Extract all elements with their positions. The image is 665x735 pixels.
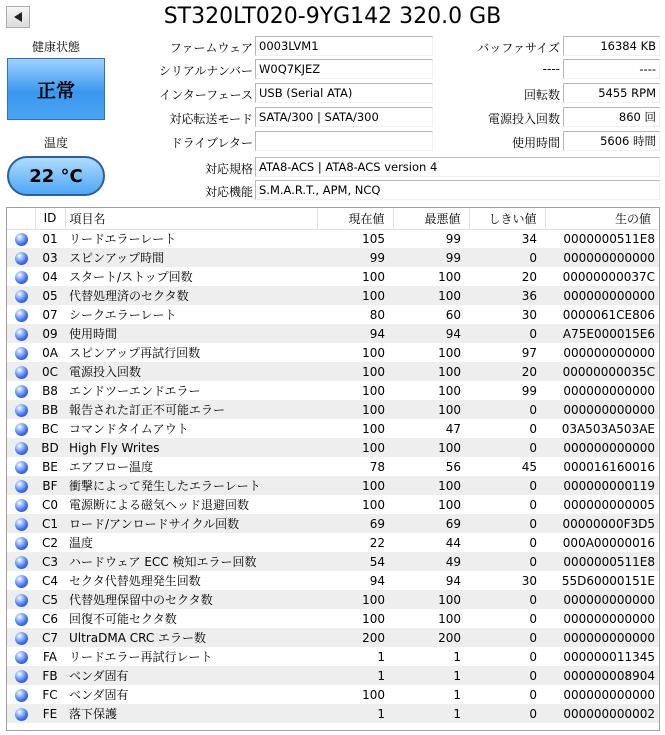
health-label: 健康状態 <box>31 40 80 54</box>
table-row[interactable] <box>7 704 659 723</box>
attribute-name: 使用時間 <box>65 324 317 343</box>
attribute-name: High Fly Writes <box>65 438 317 457</box>
info-left-value-0[interactable]: 0003LVM1 <box>255 36 433 56</box>
info-right-value-1[interactable]: ---- <box>563 59 660 79</box>
worst-value: 56 <box>445 459 461 474</box>
status-cell <box>7 286 35 305</box>
status-good-icon <box>15 347 28 360</box>
raw-value: 0000061CE806 <box>562 307 655 322</box>
temperature-display[interactable]: 22 °C <box>7 156 105 196</box>
raw-value: 0000000511E8 <box>563 231 655 246</box>
table-row[interactable] <box>7 343 659 362</box>
attribute-name: 代替処理保留中のセクタ数 <box>65 590 317 609</box>
status-good-icon <box>15 423 28 436</box>
attribute-id: C6 <box>41 611 58 626</box>
threshold-value: 45 <box>521 459 537 474</box>
worst-value: 200 <box>393 628 469 647</box>
status-cell <box>7 685 35 704</box>
attribute-id: B8 <box>42 383 58 398</box>
raw-value: 000000000000 <box>545 248 659 267</box>
worst-value: 100 <box>393 438 469 457</box>
attribute-name: UltraDMA CRC エラー数 <box>65 628 317 647</box>
table-row[interactable] <box>7 419 659 438</box>
info-left-label-2: インターフェース <box>159 88 253 102</box>
info-left-value-2[interactable]: USB (Serial ATA) <box>255 83 433 103</box>
current-value: 100 <box>317 400 393 419</box>
worst-value: 100 <box>393 362 469 381</box>
attribute-id: BE <box>42 459 58 474</box>
attribute-name: スタート/ストップ回数 <box>69 270 193 284</box>
threshold-value: 99 <box>521 383 537 398</box>
status-good-icon <box>15 480 28 493</box>
current-value: 69 <box>317 514 393 533</box>
worst-value: 100 <box>438 497 461 512</box>
table-row[interactable] <box>7 476 659 495</box>
current-value: 100 <box>362 497 385 512</box>
table-row[interactable] <box>7 628 659 647</box>
current-value: 94 <box>317 324 393 343</box>
current-value: 100 <box>317 590 393 609</box>
current-value: 1 <box>317 704 393 723</box>
table-row[interactable] <box>7 305 659 324</box>
status-cell <box>7 305 35 324</box>
status-good-icon <box>15 252 28 265</box>
table-row[interactable] <box>7 647 659 666</box>
info-right-label-4: 使用時間 <box>511 136 560 150</box>
raw-value: 00000000F3D5 <box>545 514 659 533</box>
header-name[interactable]: 項目名 <box>65 208 317 229</box>
worst-value: 100 <box>393 400 469 419</box>
status-good-icon <box>15 575 28 588</box>
attribute-name: エアフロー温度 <box>69 460 154 474</box>
features-label: 対応機能 <box>204 185 253 199</box>
table-row[interactable] <box>7 495 659 514</box>
current-value: 22 <box>369 535 385 550</box>
worst-value: 1 <box>393 704 469 723</box>
worst-value: 69 <box>393 514 469 533</box>
smart-attributes-table <box>7 208 659 723</box>
attribute-id: 05 <box>35 286 65 305</box>
current-value: 100 <box>362 421 385 436</box>
worst-value: 100 <box>438 345 461 360</box>
threshold-value: 0 <box>469 400 545 419</box>
status-good-icon <box>15 632 28 645</box>
threshold-value: 0 <box>529 535 537 550</box>
raw-value: 000016160016 <box>563 459 655 474</box>
table-row[interactable] <box>7 590 659 609</box>
status-good-icon <box>15 594 28 607</box>
table-row[interactable] <box>7 362 659 381</box>
threshold-value: 34 <box>521 231 537 246</box>
status-cell <box>7 229 35 248</box>
current-value: 200 <box>317 628 393 647</box>
current-value: 100 <box>362 269 385 284</box>
status-cell <box>7 495 35 514</box>
status-good-icon <box>15 442 28 455</box>
header-raw[interactable]: 生の値 <box>545 208 659 229</box>
status-good-icon <box>15 651 28 664</box>
status-cell <box>7 609 35 628</box>
standard-label: 対応規格 <box>204 162 253 176</box>
worst-value: 1 <box>393 666 469 685</box>
attribute-id: C0 <box>41 497 58 512</box>
worst-value: 100 <box>438 611 461 626</box>
worst-value: 100 <box>438 269 461 284</box>
current-value: 105 <box>362 231 385 246</box>
raw-value: 000000000002 <box>545 704 659 723</box>
attribute-id: FE <box>35 704 65 723</box>
current-value: 80 <box>369 307 385 322</box>
header-current[interactable]: 現在値 <box>317 208 393 229</box>
info-left-label-4: ドライブレター <box>170 136 253 150</box>
status-cell <box>7 267 35 286</box>
attribute-name: 衝撃によって発生したエラーレート <box>65 476 317 495</box>
raw-value: A75E000015E6 <box>545 324 659 343</box>
raw-value: 000000000000 <box>545 438 659 457</box>
status-good-icon <box>15 689 28 702</box>
current-value: 78 <box>369 459 385 474</box>
status-good-icon <box>15 309 28 322</box>
attribute-name: シークエラーレート <box>69 308 177 322</box>
current-value: 99 <box>317 248 393 267</box>
threshold-value: 0 <box>469 552 545 571</box>
status-good-icon <box>15 708 28 721</box>
header-threshold[interactable]: しきい値 <box>469 208 545 229</box>
status-cell <box>7 533 35 552</box>
status-cell <box>7 324 35 343</box>
raw-value: 000000000000 <box>545 590 659 609</box>
raw-value: 000000000005 <box>563 497 655 512</box>
header-status[interactable] <box>7 208 35 229</box>
raw-value: 00000000037C <box>562 269 655 284</box>
attribute-id: C4 <box>41 573 58 588</box>
table-row[interactable] <box>7 267 659 286</box>
info-right-value-4[interactable]: 5606 時間 <box>563 131 660 151</box>
raw-value: 55D60000151E <box>561 573 655 588</box>
standard-value[interactable]: ATA8-ACS | ATA8-ACS version 4 <box>255 157 660 177</box>
status-cell <box>7 704 35 723</box>
worst-value: 100 <box>393 590 469 609</box>
table-row[interactable] <box>7 609 659 628</box>
current-value: 54 <box>317 552 393 571</box>
info-right-label-2: 回転数 <box>523 88 560 102</box>
threshold-value: 0 <box>469 514 545 533</box>
table-row[interactable] <box>7 457 659 476</box>
status-cell <box>7 552 35 571</box>
table-row[interactable] <box>7 533 659 552</box>
status-cell <box>7 571 35 590</box>
threshold-value: 0 <box>469 476 545 495</box>
attribute-name: ハードウェア ECC 検知エラー回数 <box>65 552 317 571</box>
threshold-value: 97 <box>521 345 537 360</box>
attribute-name: ロード/アンロードサイクル回数 <box>65 514 317 533</box>
status-good-icon <box>15 366 28 379</box>
attribute-name: ベンダ固有 <box>69 688 129 702</box>
info-left-value-4[interactable] <box>255 131 433 151</box>
header-id[interactable]: ID <box>35 208 65 229</box>
threshold-value: 0 <box>469 248 545 267</box>
raw-value: 000000000000 <box>545 400 659 419</box>
table-row[interactable] <box>7 381 659 400</box>
status-good-icon <box>15 537 28 550</box>
table-header-row <box>7 208 659 229</box>
attribute-name: 落下保護 <box>65 704 317 723</box>
threshold-value: 0 <box>529 421 537 436</box>
worst-value: 47 <box>445 421 461 436</box>
status-good-icon <box>15 613 28 626</box>
attribute-id: C1 <box>35 514 65 533</box>
raw-value: 000A00000016 <box>562 535 655 550</box>
threshold-value: 0 <box>529 611 537 626</box>
status-good-icon <box>15 271 28 284</box>
current-value: 94 <box>369 573 385 588</box>
raw-value: 000000000000 <box>563 611 655 626</box>
current-value: 100 <box>317 362 393 381</box>
worst-value: 1 <box>453 649 461 664</box>
features-value[interactable]: S.M.A.R.T., APM, NCQ <box>255 180 660 200</box>
attribute-id: 01 <box>42 231 58 246</box>
table-row[interactable] <box>7 229 659 248</box>
threshold-value: 30 <box>521 573 537 588</box>
info-left-value-3[interactable]: SATA/300 | SATA/300 <box>255 107 433 127</box>
attribute-name: 電源投入回数 <box>65 362 317 381</box>
raw-value: 000000000000 <box>545 286 659 305</box>
attribute-name: 温度 <box>69 536 94 550</box>
threshold-value: 20 <box>521 269 537 284</box>
worst-value: 100 <box>393 476 469 495</box>
status-cell <box>7 248 35 267</box>
disk-title: ST320LT020-9YG142 320.0 GB <box>163 4 502 29</box>
table-row[interactable] <box>7 248 659 267</box>
worst-value: 99 <box>393 248 469 267</box>
status-cell <box>7 457 35 476</box>
worst-value: 49 <box>393 552 469 571</box>
worst-value: 100 <box>393 286 469 305</box>
raw-value: 0000000511E8 <box>545 552 659 571</box>
worst-value: 100 <box>438 383 461 398</box>
threshold-value: 36 <box>469 286 545 305</box>
status-cell <box>7 362 35 381</box>
attribute-name: 報告された訂正不可能エラー <box>65 400 317 419</box>
status-cell <box>7 628 35 647</box>
table-row[interactable] <box>7 438 659 457</box>
threshold-value: 0 <box>469 628 545 647</box>
raw-value: 000000011345 <box>563 649 655 664</box>
status-cell <box>7 419 35 438</box>
threshold-value: 20 <box>469 362 545 381</box>
threshold-value: 0 <box>529 687 537 702</box>
attribute-id: FA <box>42 649 57 664</box>
raw-value: 000000000119 <box>545 476 659 495</box>
raw-value: 00000000035C <box>545 362 659 381</box>
attribute-id: BC <box>41 421 59 436</box>
info-right-label-0: バッファサイズ <box>477 41 560 55</box>
info-left-label-0: ファームウェア <box>169 41 253 55</box>
health-status-button[interactable]: 正常 <box>7 58 105 120</box>
worst-value: 44 <box>445 535 461 550</box>
table-row[interactable] <box>7 685 659 704</box>
info-right-value-2[interactable]: 5455 RPM <box>563 83 660 103</box>
current-value: 100 <box>317 286 393 305</box>
status-good-icon <box>15 556 28 569</box>
info-right-label-3: 電源投入回数 <box>487 112 560 126</box>
current-value: 100 <box>317 476 393 495</box>
status-cell <box>7 381 35 400</box>
attribute-id: 03 <box>35 248 65 267</box>
status-good-icon <box>15 290 28 303</box>
current-value: 100 <box>362 611 385 626</box>
status-cell <box>7 666 35 685</box>
status-good-icon <box>15 328 28 341</box>
info-right-label-1: ---- <box>542 62 560 76</box>
raw-value: 000000008904 <box>545 666 659 685</box>
table-row[interactable] <box>7 666 659 685</box>
threshold-value: 30 <box>521 307 537 322</box>
attribute-name: セクタ代替処理発生回数 <box>69 574 201 588</box>
table-row[interactable] <box>7 552 659 571</box>
attribute-name: 代替処理済のセクタ数 <box>65 286 317 305</box>
attribute-name: スピンアップ再試行回数 <box>69 346 201 360</box>
table-row[interactable] <box>7 286 659 305</box>
attribute-name: リードエラーレート <box>69 232 177 247</box>
status-cell <box>7 647 35 666</box>
info-left-label-1: シリアルナンバー <box>158 64 253 78</box>
status-cell <box>7 438 35 457</box>
smart-table-container[interactable] <box>6 207 660 731</box>
status-good-icon <box>15 461 28 474</box>
status-cell <box>7 476 35 495</box>
header-worst[interactable]: 最悪値 <box>393 208 469 229</box>
attribute-name: リードエラー再試行レート <box>69 650 213 664</box>
current-value: 100 <box>362 687 385 702</box>
temperature-label: 温度 <box>43 136 68 150</box>
status-good-icon <box>15 518 28 531</box>
status-good-icon <box>15 404 28 417</box>
current-value: 1 <box>317 666 393 685</box>
attribute-id: 09 <box>35 324 65 343</box>
current-value: 100 <box>317 438 393 457</box>
table-row[interactable] <box>7 514 659 533</box>
status-good-icon <box>15 670 28 683</box>
attribute-id: 07 <box>42 307 58 322</box>
info-right-value-0[interactable]: 16384 KB <box>563 36 660 56</box>
current-value: 100 <box>362 383 385 398</box>
current-value: 100 <box>362 345 385 360</box>
raw-value: 000000000000 <box>563 345 655 360</box>
worst-value: 60 <box>445 307 461 322</box>
attribute-id: FC <box>42 687 58 702</box>
status-cell <box>7 590 35 609</box>
attribute-id: 0C <box>35 362 65 381</box>
attribute-id: 04 <box>42 269 58 284</box>
attribute-id: BF <box>35 476 65 495</box>
worst-value: 94 <box>445 573 461 588</box>
raw-value: 000000000000 <box>545 628 659 647</box>
info-left-label-3: 対応転送モード <box>169 112 253 126</box>
status-good-icon <box>15 499 28 512</box>
attribute-name: 電源断による磁気ヘッド退避回数 <box>69 498 250 512</box>
status-good-icon <box>15 233 28 246</box>
worst-value: 99 <box>445 231 461 246</box>
table-row[interactable] <box>7 324 659 343</box>
status-cell <box>7 400 35 419</box>
attribute-id: BB <box>35 400 65 419</box>
current-value: 1 <box>377 649 385 664</box>
threshold-value: 0 <box>529 649 537 664</box>
status-cell <box>7 343 35 362</box>
raw-value: 000000000000 <box>563 687 655 702</box>
attribute-name: コマンドタイムアウト <box>69 422 189 436</box>
raw-value: 03A503A503AE <box>561 421 655 436</box>
attribute-id: C2 <box>41 535 58 550</box>
threshold-value: 0 <box>469 704 545 723</box>
threshold-value: 0 <box>469 324 545 343</box>
raw-value: 000000000000 <box>563 383 655 398</box>
attribute-name: 回復不可能セクタ数 <box>69 612 177 626</box>
status-good-icon <box>15 385 28 398</box>
table-row[interactable] <box>7 400 659 419</box>
attribute-id: C3 <box>35 552 65 571</box>
worst-value: 1 <box>453 687 461 702</box>
threshold-value: 0 <box>469 438 545 457</box>
info-right-value-3[interactable]: 860 回 <box>563 107 660 127</box>
info-left-value-1[interactable]: W0Q7KJEZ <box>255 59 433 79</box>
threshold-value: 0 <box>469 666 545 685</box>
attribute-id: C5 <box>35 590 65 609</box>
threshold-value: 0 <box>469 590 545 609</box>
worst-value: 94 <box>393 324 469 343</box>
table-row[interactable] <box>7 571 659 590</box>
attribute-id: BD <box>35 438 65 457</box>
attribute-name: スピンアップ時間 <box>65 248 317 267</box>
status-cell <box>7 514 35 533</box>
threshold-value: 0 <box>529 497 537 512</box>
attribute-id: FB <box>35 666 65 685</box>
attribute-name: エンドツーエンドエラー <box>69 384 201 398</box>
attribute-id: C7 <box>35 628 65 647</box>
attribute-id: 0A <box>42 345 58 360</box>
attribute-name: ベンダ固有 <box>65 666 317 685</box>
